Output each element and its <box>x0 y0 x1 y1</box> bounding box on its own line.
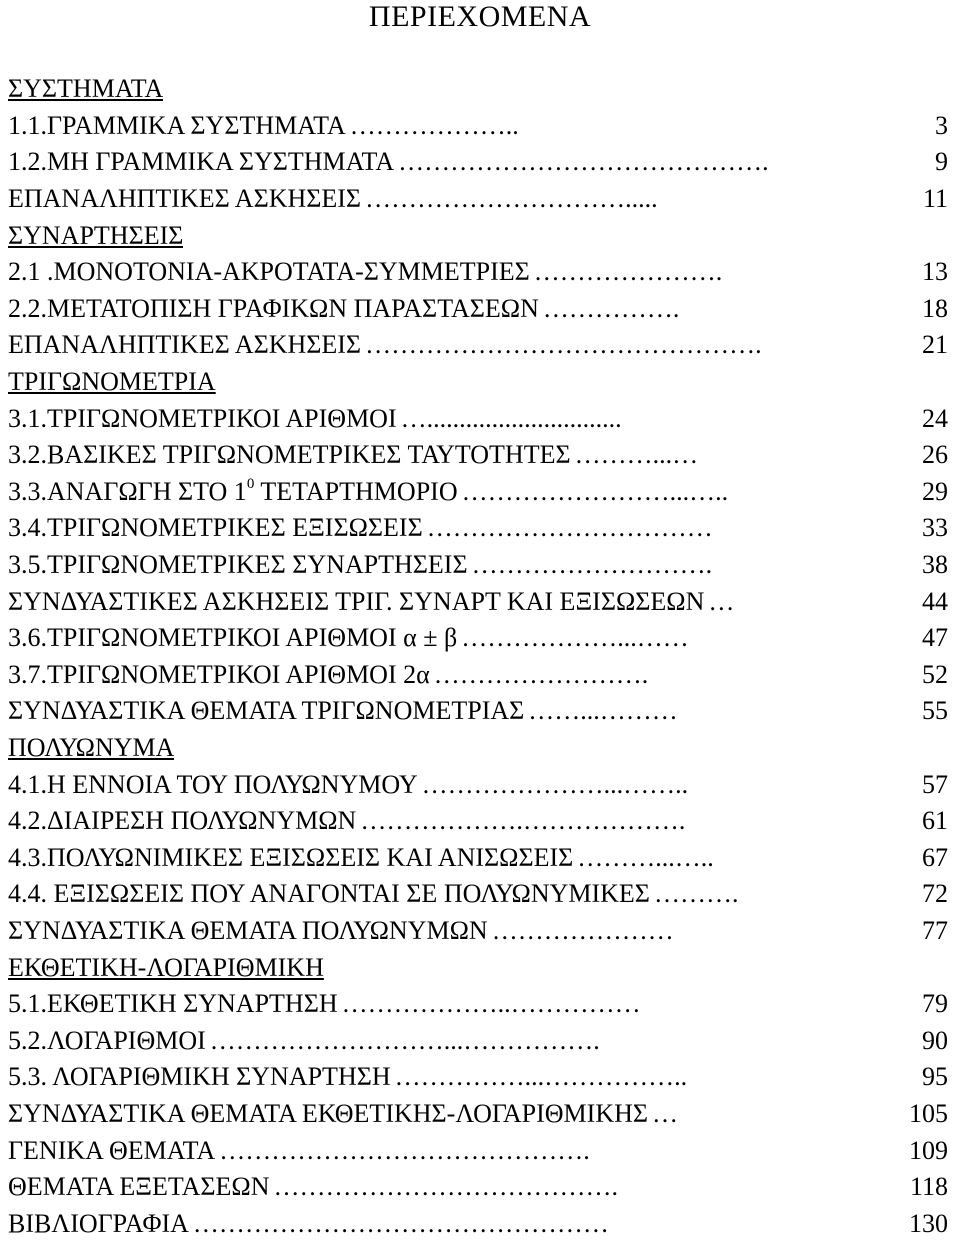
toc-entry-page-number: 44 <box>922 586 948 616</box>
toc-entry-page-number: 67 <box>922 842 948 872</box>
page-title: ΠΕΡΙΕΧΟΜΕΝΑ <box>368 0 592 33</box>
toc-entry-label-text: 3.5.ΤΡΙΓΩΝΟΜΕΤΡΙΚΕΣ ΣΥΝΑΡΤΗΣΕΙΣ <box>8 550 468 580</box>
toc-entry-leader: ………………...…… <box>461 623 689 653</box>
toc-entry-leader: ……………. <box>542 293 680 323</box>
toc-entry-page-number: 52 <box>922 659 948 689</box>
toc-entry <box>8 803 948 840</box>
toc-entry-label <box>8 1026 206 1056</box>
toc-entry-superscript: 0 <box>246 476 255 493</box>
toc-entry-label <box>8 806 356 836</box>
toc-entry <box>8 620 948 657</box>
toc-entry-label-text: ΕΚΘΕΤΙΚΗ-ΛΟΓΑΡΙΘΜΙΚΗ <box>8 952 324 982</box>
toc-section-heading <box>8 364 948 401</box>
toc-entry-label-text: 2.2.ΜΕΤΑΤΟΠΙΣΗ ΓΡΑΦΙΚΩΝ ΠΑΡΑΣΤΑΣΕΩΝ <box>8 293 539 323</box>
toc-entry-leader: ………………………. <box>471 550 713 580</box>
toc-entry-label <box>8 1209 189 1239</box>
toc-entry-label-text: ΣΥΝΔΥΑΣΤΙΚΑ ΘΕΜΑΤΑ ΤΡΙΓΩΝΟΜΕΤΡΙΑΣ <box>8 696 525 726</box>
toc-entry-leader: …………………. <box>533 257 723 287</box>
toc-entry-label-text: 1.2.ΜΗ ΓΡΑΜΜΙΚΑ ΣΥΣΤΗΜΑΤΑ <box>8 147 395 177</box>
toc-entry <box>8 1022 948 1059</box>
toc-entry-label-text: ΘΕΜΑΤΑ ΕΞΕΤΑΣΕΩΝ <box>8 1172 270 1202</box>
toc-entry-leader: ………………… <box>491 915 674 945</box>
toc-entry-label <box>8 623 457 653</box>
toc-entry-label-text: ΣΥΣΤΗΜΑΤΑ <box>8 74 164 104</box>
toc-entry-label-text: 5.3. ΛΟΓΑΡΙΘΜΙΚΗ ΣΥΝΑΡΤΗΣΗ <box>8 1062 391 1092</box>
toc-entry-label-text: 3.4.ΤΡΙΓΩΝΟΜΕΤΡΙΚΕΣ ΕΞΙΣΩΣΕΙΣ <box>8 513 423 543</box>
toc-section-heading <box>8 730 948 767</box>
toc-section-heading <box>8 949 948 986</box>
toc-entry-page-number: 95 <box>922 1062 948 1092</box>
toc-entry <box>8 1132 948 1169</box>
toc-entry-label <box>8 550 468 580</box>
toc-entry-label <box>8 916 488 946</box>
toc-entry-leader: … <box>652 1098 679 1128</box>
toc-entry-label-text: ΤΡΙΓΩΝΟΜΕΤΡΙΑ <box>8 367 216 397</box>
toc-entry-label <box>8 294 539 324</box>
toc-entry-label-text: 3.1.ΤΡΙΓΩΝΟΜΕΤΡΙΚΟΙ ΑΡΙΘΜΟΙ <box>8 403 397 433</box>
toc-entry-leader: …………………………..... <box>365 184 658 214</box>
toc-entry-label <box>8 587 704 617</box>
toc-entry-label <box>8 257 530 287</box>
toc-entry-label <box>8 660 430 690</box>
toc-entry-leader: …………………………… <box>426 513 713 543</box>
toc-entry <box>8 547 948 584</box>
toc-entry-leader: ………………..…………… <box>341 989 641 1019</box>
toc-entry-page-number: 72 <box>922 879 948 909</box>
toc-entry-label <box>8 1136 215 1166</box>
toc-entry-leader: ……………………………………. <box>398 147 769 177</box>
toc-entry-page-number: 61 <box>922 806 948 836</box>
toc-entry-leader: …………………...…….. <box>421 769 689 799</box>
toc-entry-label-suffix: ΤΕΤΑΡΤΗΜΟΡΙΟ <box>254 476 458 506</box>
toc-entry <box>8 510 948 547</box>
toc-entry-page-number: 21 <box>922 330 948 360</box>
toc-entry-leader: ………. <box>653 879 739 909</box>
toc-entry <box>8 876 948 913</box>
toc-entry <box>8 913 948 950</box>
toc-entry-label <box>8 989 338 1019</box>
toc-entry-label-text: 5.1.ΕΚΘΕΤΙΚΗ ΣΥΝΑΡΤΗΣΗ <box>8 989 338 1019</box>
toc-entry-page-number: 3 <box>935 110 948 140</box>
toc-entry-label-text: 2.1 .ΜΟΝΟΤΟΝΙΑ-ΑΚΡΟΤΑΤΑ-ΣΥΜΜΕΤΡΙΕΣ <box>8 257 530 287</box>
toc-entry-page-number: 33 <box>922 513 948 543</box>
toc-entry-label-text: 4.1.Η ΕΝΝΟΙΑ ΤΟΥ ΠΟΛΥΩΝΥΜΟΥ <box>8 769 418 799</box>
toc-entry-page-number: 57 <box>922 769 948 799</box>
toc-entry-label-text: 3.3.ΑΝΑΓΩΓΗ ΣΤΟ 1 <box>8 476 247 506</box>
toc-entry-label <box>8 1172 270 1202</box>
toc-entry-leader: ………………………...……………. <box>209 1025 600 1055</box>
toc-entry <box>8 144 948 181</box>
toc-entry <box>8 291 948 328</box>
toc-entry-page-number: 79 <box>922 989 948 1019</box>
toc-entry-label <box>8 74 163 104</box>
toc-entry <box>8 766 948 803</box>
toc-entry-label-text: 4.4. ΕΞΙΣΩΣΕΙΣ ΠΟΥ ΑΝΑΓΟΝΤΑΙ ΣΕ ΠΟΛΥΩΝΥΜΙΚΕΣ <box>8 879 650 909</box>
toc-entry <box>8 181 948 218</box>
toc-entry-leader: ……………………...….. <box>461 476 729 506</box>
toc-entry-leader: …………………………………. <box>273 1172 619 1202</box>
toc-entry-leader: ……………...…………….. <box>394 1062 688 1092</box>
toc-entry-label <box>8 513 423 543</box>
toc-entry-page-number: 105 <box>909 1098 948 1128</box>
toc-entry-page-number: 11 <box>922 184 948 214</box>
toc-entry-label <box>8 696 524 726</box>
toc-entry-label <box>8 111 346 141</box>
toc-entry-leader: ………………………………………. <box>365 330 762 360</box>
toc-entry-page-number: 26 <box>922 440 948 470</box>
toc-entry-label <box>8 404 397 434</box>
toc-entry-leader: … <box>708 586 735 616</box>
toc-entry <box>8 1096 948 1133</box>
toc-entry-leader: ……...……… <box>528 696 678 726</box>
toc-entry-leader: ……………………. <box>433 659 649 689</box>
toc-entry-label-text: ΣΥΝΔΥΑΣΤΙΚΕΣ ΑΣΚΗΣΕΙΣ ΤΡΙΓ. ΣΥΝΑΡΤ ΚΑΙ ΕΞΙΣΩΣΕΩΝ <box>8 586 705 616</box>
toc-entry-page-number: 109 <box>909 1135 948 1165</box>
toc-entry-page-number: 118 <box>909 1172 948 1202</box>
toc-entry <box>8 437 948 474</box>
toc-entry-page-number: 38 <box>922 550 948 580</box>
toc-entry <box>8 327 948 364</box>
toc-entry-label <box>8 330 361 360</box>
toc-entry <box>8 839 948 876</box>
toc-entry <box>8 693 948 730</box>
toc-entry-label-text: ΣΥΝΑΡΤΗΣΕΙΣ <box>8 220 184 250</box>
toc-entry <box>8 657 948 694</box>
toc-entry-page-number: 18 <box>922 293 948 323</box>
toc-entry-label <box>8 477 458 507</box>
toc-section-heading <box>8 71 948 108</box>
toc-entry-label <box>8 440 571 470</box>
toc-entry-page-number: 13 <box>922 257 948 287</box>
toc-section-heading <box>8 217 948 254</box>
toc-entry-label <box>8 879 650 909</box>
toc-entry-label-text: 5.2.ΛΟΓΑΡΙΘΜΟΙ <box>8 1025 206 1055</box>
toc-entry-label-text: 3.7.ΤΡΙΓΩΝΟΜΕΤΡΙΚΟΙ ΑΡΙΘΜΟΙ 2α <box>8 659 430 689</box>
toc-entry-label <box>8 184 361 214</box>
toc-entry <box>8 400 948 437</box>
toc-entry-label <box>8 770 418 800</box>
toc-entry-label-text: 3.2.ΒΑΣΙΚΕΣ ΤΡΙΓΩΝΟΜΕΤΡΙΚΕΣ ΤΑΥΤΟΤΗΤΕΣ <box>8 440 571 470</box>
toc-entry-label-text: ΣΥΝΔΥΑΣΤΙΚΑ ΘΕΜΑΤΑ ΠΟΛΥΩΝΥΜΩΝ <box>8 915 488 945</box>
toc-entry <box>8 986 948 1023</box>
toc-entry-label <box>8 147 394 177</box>
toc-entry-label-text: ΣΥΝΔΥΑΣΤΙΚΑ ΘΕΜΑΤΑ ΕΚΘΕΤΙΚΗΣ-ΛΟΓΑΡΙΘΜΙΚΗΣ <box>8 1098 649 1128</box>
toc-entry-label-text: ΠΟΛΥΩΝΥΜΑ <box>8 732 175 762</box>
toc-entry <box>8 254 948 291</box>
toc-entry-leader: ……………………………………. <box>219 1135 590 1165</box>
toc-entry-leader: ……………….………………. <box>360 806 686 836</box>
toc-entry <box>8 474 948 511</box>
toc-entry-page-number: 9 <box>935 147 948 177</box>
toc-entry-page-number: 130 <box>909 1208 948 1238</box>
toc-entry <box>8 1205 948 1242</box>
toc-entry-leader: ….............................. <box>400 403 622 433</box>
toc-entry-label-text: ΓΕΝΙΚΑ ΘΕΜΑΤΑ <box>8 1135 216 1165</box>
toc-entry-label <box>8 1099 648 1129</box>
toc-entry <box>8 1169 948 1206</box>
table-of-contents <box>8 71 948 1242</box>
toc-entry-label <box>8 1062 391 1092</box>
toc-entry-label <box>8 367 216 397</box>
toc-entry-page-number: 47 <box>922 623 948 653</box>
toc-entry <box>8 583 948 620</box>
toc-entry-page-number: 29 <box>922 476 948 506</box>
toc-entry-label-text: 4.3.ΠΟΛΥΩΝΙΜΙΚΕΣ ΕΞΙΣΩΣΕΙΣ ΚΑΙ ΑΝΙΣΩΣΕΙΣ <box>8 842 574 872</box>
toc-entry-page-number: 90 <box>922 1025 948 1055</box>
toc-entry-leader: ………...… <box>574 440 699 470</box>
toc-entry-label-text: ΕΠΑΝΑΛΗΠΤΙΚΕΣ ΑΣΚΗΣΕΙΣ <box>8 330 362 360</box>
toc-entry-page-number: 55 <box>922 696 948 726</box>
toc-entry-leader: ………………………………………… <box>192 1208 609 1238</box>
toc-entry-label-text: ΒΙΒΛΙΟΓΡΑΦΙΑ <box>8 1208 189 1238</box>
toc-entry-label-text: 3.6.ΤΡΙΓΩΝΟΜΕΤΡΙΚΟΙ ΑΡΙΘΜΟΙ α ± β <box>8 623 458 653</box>
toc-entry-label-text: ΕΠΑΝΑΛΗΠΤΙΚΕΣ ΑΣΚΗΣΕΙΣ <box>8 184 362 214</box>
toc-entry-label <box>8 221 183 251</box>
toc-entry <box>8 1059 948 1096</box>
toc-entry-page-number: 77 <box>922 915 948 945</box>
toc-entry-page-number: 24 <box>922 403 948 433</box>
toc-entry-label <box>8 953 324 983</box>
toc-entry-leader: ……………….. <box>349 110 519 140</box>
toc-entry-label-text: 4.2.ΔΙΑΙΡΕΣΗ ΠΟΛΥΩΝΥΜΩΝ <box>8 806 357 836</box>
toc-entry-label <box>8 733 174 763</box>
toc-entry-leader: ………...….. <box>577 842 714 872</box>
toc-entry <box>8 108 948 145</box>
toc-entry-label <box>8 843 573 873</box>
toc-entry-label-text: 1.1.ΓΡΑΜΜΙΚΑ ΣΥΣΤΗΜΑΤΑ <box>8 110 346 140</box>
